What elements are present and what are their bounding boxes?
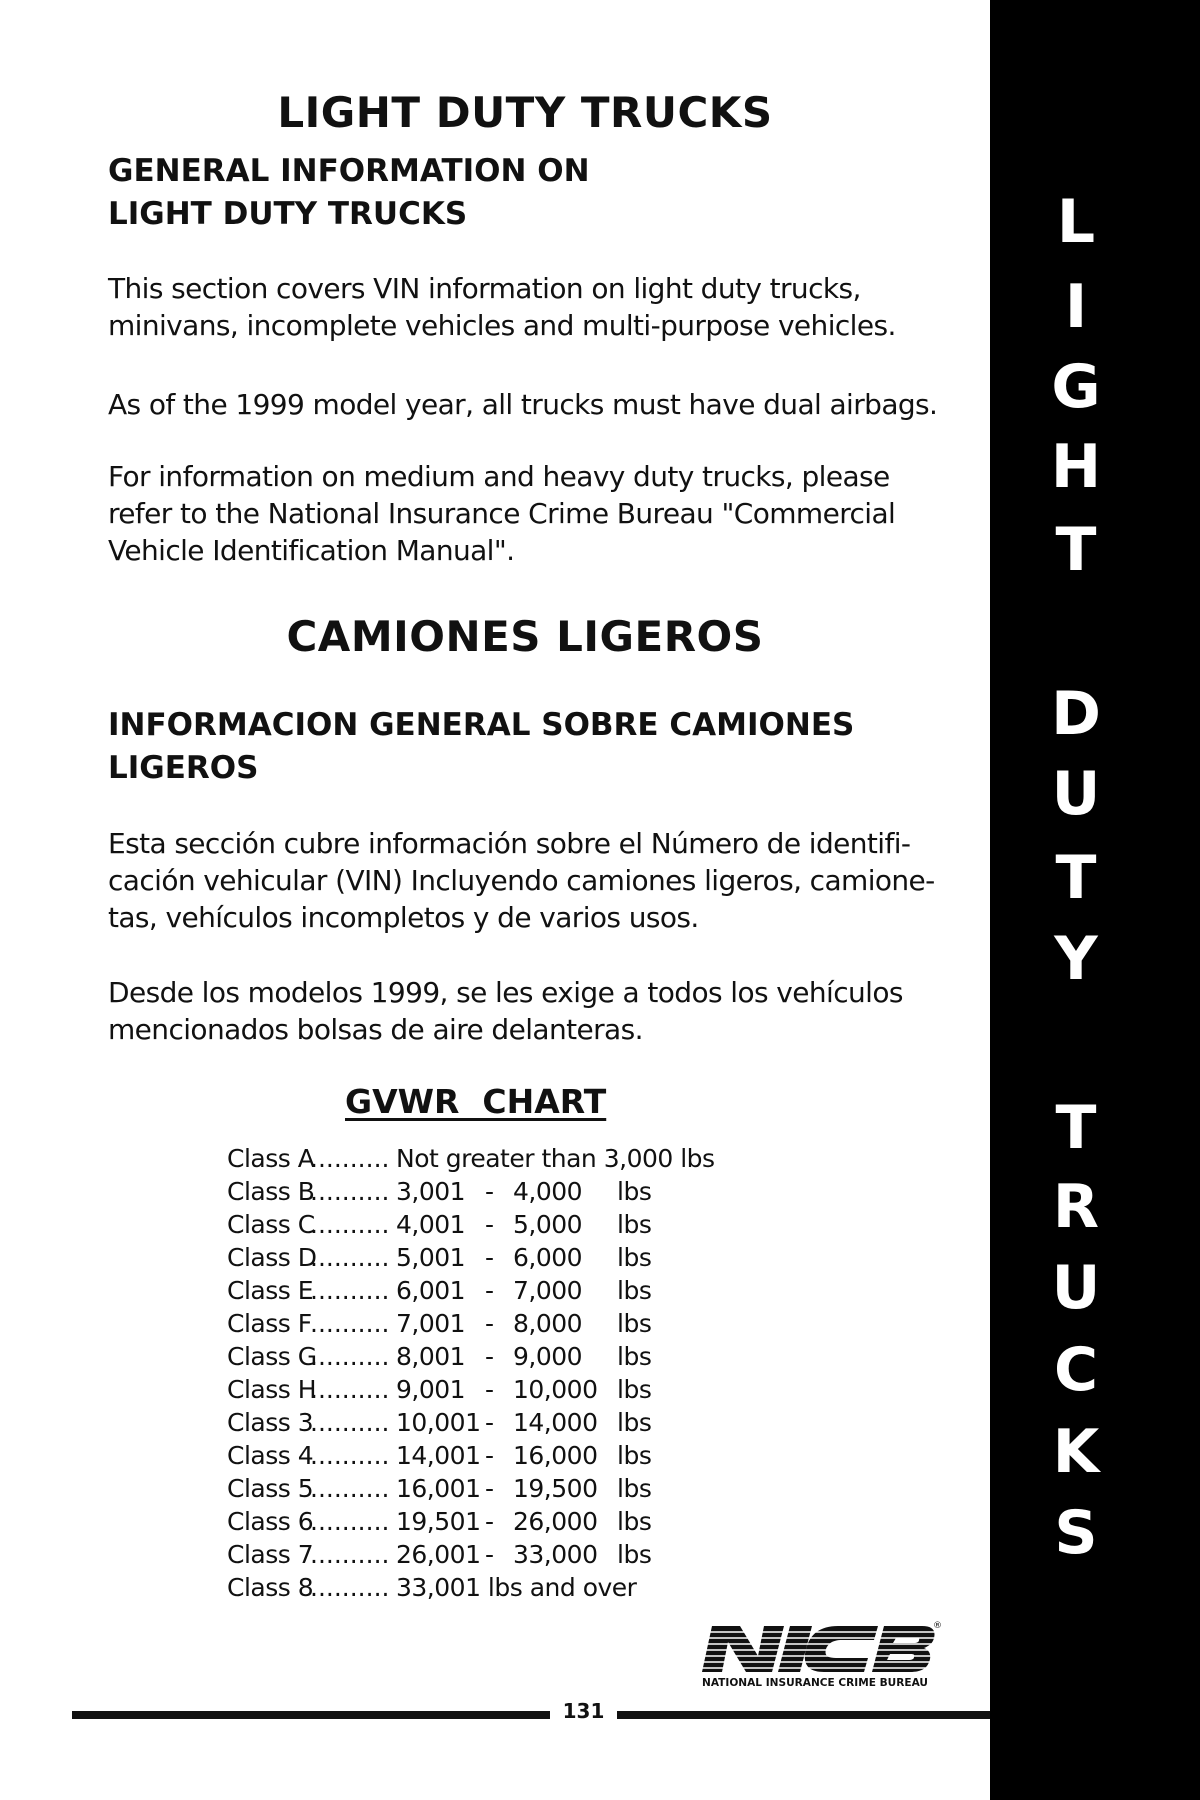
side-tab-letter: U bbox=[1051, 759, 1101, 829]
gvwr-class-label: Class E bbox=[227, 1276, 314, 1305]
gvwr-unit: lbs bbox=[617, 1507, 652, 1536]
gvwr-unit: lbs bbox=[617, 1276, 652, 1305]
gvwr-row bbox=[227, 1175, 847, 1208]
gvwr-row bbox=[227, 1538, 847, 1571]
gvwr-leader-dots: .......... bbox=[310, 1309, 390, 1338]
gvwr-class-label: Class B bbox=[227, 1177, 315, 1206]
side-tab-letter: T bbox=[1055, 515, 1097, 585]
gvwr-class-label: Class G bbox=[227, 1342, 317, 1371]
gvwr-range-to: 4,000 bbox=[513, 1177, 583, 1206]
gvwr-leader-dots: .......... bbox=[310, 1375, 390, 1404]
gvwr-row bbox=[227, 1472, 847, 1505]
gvwr-unit: lbs bbox=[617, 1177, 652, 1206]
gvwr-class-label: Class D bbox=[227, 1243, 317, 1272]
gvwr-leader-dots: .......... bbox=[310, 1573, 390, 1602]
gvwr-leader-dots: .......... bbox=[310, 1276, 390, 1305]
gvwr-unit: lbs bbox=[617, 1210, 652, 1239]
gvwr-range-from: 14,001 bbox=[396, 1441, 481, 1470]
section-heading-en-line2: LIGHT DUTY TRUCKS bbox=[108, 196, 468, 232]
gvwr-range-dash: - bbox=[485, 1309, 494, 1338]
gvwr-row bbox=[227, 1307, 847, 1340]
gvwr-range-from: 26,001 bbox=[396, 1540, 481, 1569]
paragraph-en-reference bbox=[108, 458, 948, 569]
gvwr-unit: lbs bbox=[617, 1342, 652, 1371]
gvwr-range-to: 5,000 bbox=[513, 1210, 583, 1239]
gvwr-range-from: 5,001 bbox=[396, 1243, 466, 1272]
side-tab-letter: G bbox=[1051, 352, 1101, 422]
gvwr-row bbox=[227, 1241, 847, 1274]
side-tab-letter: K bbox=[1052, 1417, 1100, 1487]
side-tab-letter: T bbox=[1055, 843, 1097, 913]
section-heading-es bbox=[108, 704, 942, 790]
gvwr-range-to: 14,000 bbox=[513, 1408, 598, 1437]
gvwr-range-from: 7,001 bbox=[396, 1309, 466, 1338]
paragraph-line: cación vehicular (VIN) Incluyendo camiones ligeros, camione- bbox=[108, 864, 935, 897]
gvwr-unit: lbs bbox=[617, 1441, 652, 1470]
gvwr-range-to: 16,000 bbox=[513, 1441, 598, 1470]
gvwr-range: 33,001 lbs and over bbox=[396, 1573, 637, 1602]
side-tab-letter: U bbox=[1051, 1253, 1101, 1323]
paragraph-line: For information on medium and heavy duty trucks, please bbox=[108, 460, 890, 493]
gvwr-range-dash: - bbox=[485, 1342, 494, 1371]
gvwr-row bbox=[227, 1571, 847, 1604]
gvwr-leader-dots: .......... bbox=[310, 1408, 390, 1437]
gvwr-class-label: Class 3 bbox=[227, 1408, 314, 1437]
side-tab-letter: D bbox=[1051, 679, 1101, 749]
gvwr-range-from: 9,001 bbox=[396, 1375, 466, 1404]
gvwr-leader-dots: .......... bbox=[310, 1144, 390, 1173]
gvwr-class-label: Class 5 bbox=[227, 1474, 314, 1503]
side-tab-letter: H bbox=[1050, 432, 1102, 502]
gvwr-leader-dots: .......... bbox=[310, 1243, 390, 1272]
nicb-logo-icon bbox=[700, 1618, 940, 1688]
gvwr-range-from: 10,001 bbox=[396, 1408, 481, 1437]
gvwr-range: Not greater than 3,000 lbs bbox=[396, 1144, 715, 1173]
gvwr-range-dash: - bbox=[485, 1474, 494, 1503]
paragraph-line: Desde los modelos 1999, se les exige a todos los vehículos bbox=[108, 976, 903, 1009]
gvwr-class-label: Class 4 bbox=[227, 1441, 314, 1470]
section-side-tab bbox=[990, 0, 1200, 1800]
gvwr-range-dash: - bbox=[485, 1408, 494, 1437]
gvwr-range-to: 19,500 bbox=[513, 1474, 598, 1503]
gvwr-range-from: 8,001 bbox=[396, 1342, 466, 1371]
gvwr-leader-dots: .......... bbox=[310, 1540, 390, 1569]
gvwr-range-dash: - bbox=[485, 1441, 494, 1470]
logo-caption: NATIONAL INSURANCE CRIME BUREAU bbox=[702, 1677, 928, 1689]
gvwr-range-from: 4,001 bbox=[396, 1210, 466, 1239]
gvwr-row bbox=[227, 1208, 847, 1241]
gvwr-class-label: Class C bbox=[227, 1210, 315, 1239]
gvwr-leader-dots: .......... bbox=[310, 1177, 390, 1206]
paragraph-line: Vehicle Identification Manual". bbox=[108, 534, 515, 567]
gvwr-unit: lbs bbox=[617, 1309, 652, 1338]
gvwr-class-label: Class 8 bbox=[227, 1573, 314, 1602]
gvwr-chart-title: GVWR CHART bbox=[345, 1082, 607, 1121]
gvwr-row bbox=[227, 1505, 847, 1538]
side-tab-letter: Y bbox=[1054, 924, 1098, 994]
paragraph-line: refer to the National Insurance Crime Bureau "Commercial bbox=[108, 497, 896, 530]
gvwr-class-label: Class H bbox=[227, 1375, 317, 1404]
paragraph-es-airbags bbox=[108, 974, 948, 1048]
gvwr-range-dash: - bbox=[485, 1177, 494, 1206]
side-tab-letter: T bbox=[1055, 1093, 1097, 1163]
gvwr-leader-dots: .......... bbox=[310, 1210, 390, 1239]
gvwr-range-from: 19,501 bbox=[396, 1507, 481, 1536]
gvwr-class-label: Class 7 bbox=[227, 1540, 314, 1569]
gvwr-row bbox=[227, 1373, 847, 1406]
side-tab-letter: I bbox=[1064, 272, 1088, 342]
spanish-title: CAMIONES LIGEROS bbox=[286, 612, 764, 661]
gvwr-range-dash: - bbox=[485, 1210, 494, 1239]
gvwr-class-label: Class A bbox=[227, 1144, 315, 1173]
gvwr-leader-dots: .......... bbox=[310, 1474, 390, 1503]
paragraph-line: As of the 1999 model year, all trucks must have dual airbags. bbox=[108, 388, 938, 421]
gvwr-unit: lbs bbox=[617, 1243, 652, 1272]
gvwr-row bbox=[227, 1274, 847, 1307]
page-title: LIGHT DUTY TRUCKS bbox=[277, 88, 773, 137]
gvwr-range-dash: - bbox=[485, 1243, 494, 1272]
registered-mark: ® bbox=[933, 1621, 942, 1631]
page-number: 131 bbox=[562, 1699, 605, 1723]
gvwr-range-dash: - bbox=[485, 1375, 494, 1404]
footer-rule-left bbox=[72, 1711, 550, 1719]
gvwr-range-to: 6,000 bbox=[513, 1243, 583, 1272]
gvwr-range-from: 3,001 bbox=[396, 1177, 466, 1206]
gvwr-row bbox=[227, 1142, 847, 1175]
gvwr-range-to: 9,000 bbox=[513, 1342, 583, 1371]
gvwr-chart-table bbox=[227, 1142, 847, 1604]
paragraph-line: mencionados bolsas de aire delanteras. bbox=[108, 1013, 643, 1046]
gvwr-unit: lbs bbox=[617, 1474, 652, 1503]
gvwr-range-to: 26,000 bbox=[513, 1507, 598, 1536]
paragraph-line: This section covers VIN information on light duty trucks, bbox=[108, 272, 861, 305]
gvwr-range-to: 8,000 bbox=[513, 1309, 583, 1338]
paragraph-en-airbags bbox=[108, 386, 948, 423]
gvwr-row bbox=[227, 1340, 847, 1373]
side-tab-letter: C bbox=[1053, 1335, 1099, 1405]
section-heading-en bbox=[108, 150, 942, 236]
gvwr-class-label: Class 6 bbox=[227, 1507, 314, 1536]
gvwr-range-dash: - bbox=[485, 1540, 494, 1569]
gvwr-range-dash: - bbox=[485, 1276, 494, 1305]
gvwr-range-to: 10,000 bbox=[513, 1375, 598, 1404]
side-tab-letter: L bbox=[1056, 187, 1096, 257]
gvwr-class-label: Class F bbox=[227, 1309, 312, 1338]
gvwr-row bbox=[227, 1406, 847, 1439]
paragraph-line: Esta sección cubre información sobre el Número de identifi- bbox=[108, 827, 911, 860]
paragraph-line: minivans, incomplete vehicles and multi-purpose vehicles. bbox=[108, 309, 896, 342]
gvwr-range-dash: - bbox=[485, 1507, 494, 1536]
side-tab-letter: R bbox=[1052, 1172, 1100, 1242]
gvwr-range-to: 7,000 bbox=[513, 1276, 583, 1305]
section-heading-en-line1: GENERAL INFORMATION ON bbox=[108, 153, 590, 189]
gvwr-range-to: 33,000 bbox=[513, 1540, 598, 1569]
gvwr-range-from: 6,001 bbox=[396, 1276, 466, 1305]
gvwr-range-from: 16,001 bbox=[396, 1474, 481, 1503]
section-heading-es-line2: LIGEROS bbox=[108, 750, 259, 786]
gvwr-row bbox=[227, 1439, 847, 1472]
gvwr-leader-dots: .......... bbox=[310, 1342, 390, 1371]
side-tab-letter: S bbox=[1054, 1498, 1098, 1568]
paragraph-en-intro bbox=[108, 270, 948, 344]
gvwr-leader-dots: .......... bbox=[310, 1507, 390, 1536]
gvwr-unit: lbs bbox=[617, 1540, 652, 1569]
paragraph-line: tas, vehículos incompletos y de varios usos. bbox=[108, 901, 699, 934]
paragraph-es-intro bbox=[108, 825, 948, 936]
footer-rule-right bbox=[617, 1711, 990, 1719]
section-heading-es-line1: INFORMACION GENERAL SOBRE CAMIONES bbox=[108, 707, 855, 743]
gvwr-unit: lbs bbox=[617, 1375, 652, 1404]
gvwr-leader-dots: .......... bbox=[310, 1441, 390, 1470]
gvwr-unit: lbs bbox=[617, 1408, 652, 1437]
